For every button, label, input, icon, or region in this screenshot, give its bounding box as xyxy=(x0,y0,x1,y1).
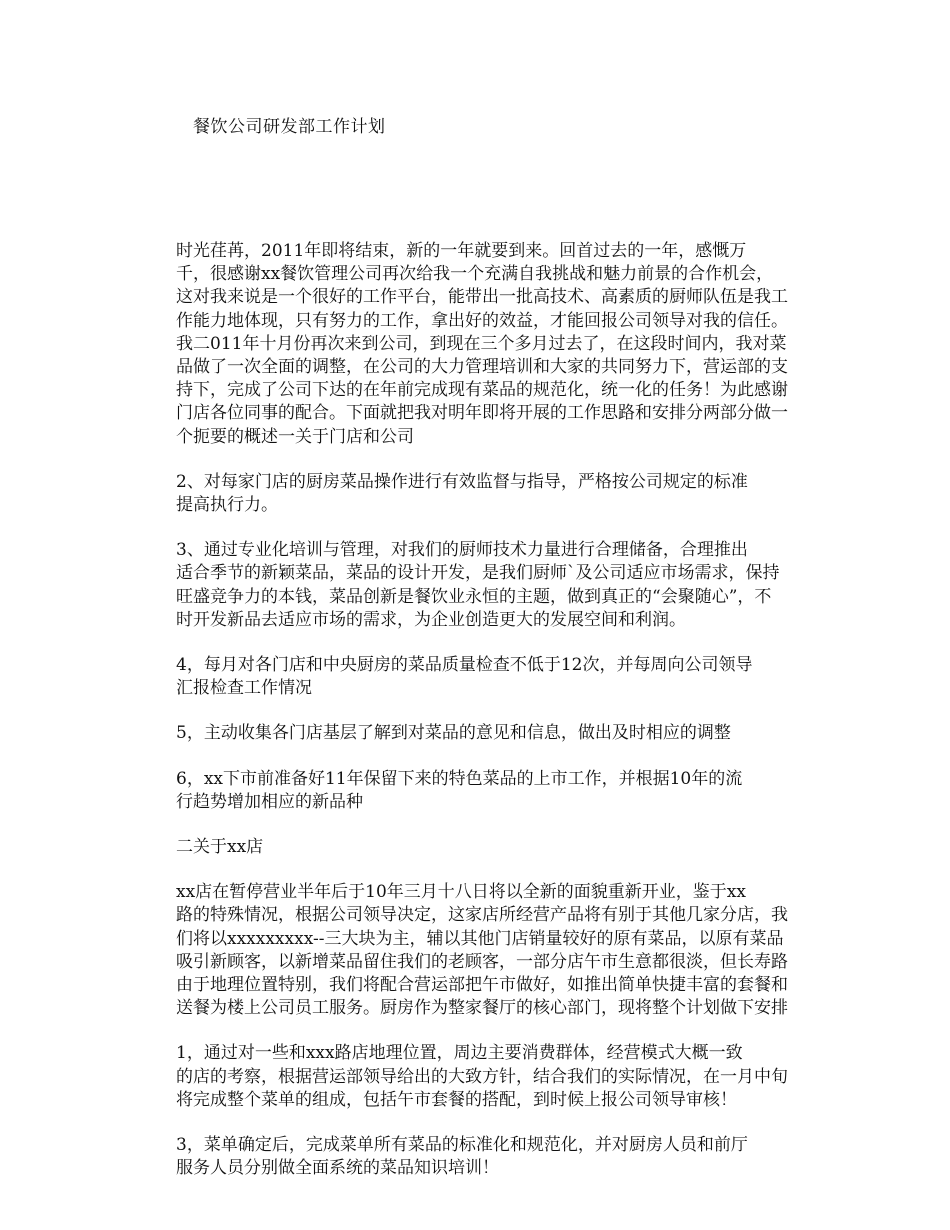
paragraph-line: 旺盛竞争力的本钱，菜品创新是餐饮业永恒的主题，做到真正的“会聚随心”，不 xyxy=(176,586,772,607)
paragraph xyxy=(140,654,812,700)
paragraph-line: 路的特殊情况，根据公司领导决定，这家店所经营产品将有别于其他几家分店，我 xyxy=(176,905,788,926)
paragraph-line: 1，通过对一些和xxx路店地理位置，周边主要消费群体，经营模式大概一致 xyxy=(176,1043,743,1064)
paragraph-line: 吸引新顾客，以新增菜品留住我们的老顾客，一部分店午市生意都很淡，但长寿路 xyxy=(176,951,788,972)
paragraph-line: 门店各位同事的配合。下面就把我对明年即将开展的工作思路和安排分两部分做一 xyxy=(176,403,788,424)
document-body xyxy=(140,240,812,1203)
document-title: 餐饮公司研发部工作计划 xyxy=(193,117,386,137)
paragraph-line: 们将以xxxxxxxxx--三大块为主，辅以其他门店销量较好的原有菜品，以原有菜品 xyxy=(176,928,784,949)
paragraph xyxy=(140,539,812,632)
paragraph xyxy=(140,768,812,814)
paragraph-line: 6，xx下市前准备好11年保留下来的特色菜品的上市工作，并根据10年的流 xyxy=(176,768,743,789)
paragraph-line: 个扼要的概述一关于门店和公司 xyxy=(176,426,414,447)
paragraph xyxy=(140,1134,812,1180)
paragraph-line: 这对我来说是一个很好的工作平台，能带出一批高技术、高素质的厨师队伍是我工 xyxy=(176,287,788,308)
paragraph-line: 适合季节的新颖菜品，菜品的设计开发，是我们厨师`及公司适应市场需求，保持 xyxy=(176,563,780,584)
paragraph xyxy=(140,240,812,449)
paragraph-line: 行趋势增加相应的新品种 xyxy=(176,791,363,812)
paragraph-line: 时光荏苒，2011年即将结束，新的一年就要到来。回首过去的一年，感慨万 xyxy=(176,241,747,261)
paragraph-line: 汇报检查工作情况 xyxy=(176,678,312,699)
paragraph-line: 3、通过专业化培训与管理，对我们的厨师技术力量进行合理储备，合理推出 xyxy=(176,540,748,561)
paragraph xyxy=(140,836,812,859)
paragraph-line: 送餐为楼上公司员工服务。厨房作为整家餐厅的核心部门，现将整个计划做下安排 xyxy=(176,998,788,1019)
paragraph-line: 将完成整个菜单的组成，包括午市套餐的搭配，到时候上报公司领导审核！ xyxy=(176,1089,737,1110)
paragraph-line: 二关于xx店 xyxy=(176,837,264,858)
paragraph xyxy=(140,1042,812,1112)
paragraph-line: xx店在暂停营业半年后于10年三月十八日将以全新的面貌重新开业，鉴于xx xyxy=(176,882,746,903)
paragraph-line: 我二011年十月份再次来到公司，到现在三个多月过去了，在这段时间内，我对菜 xyxy=(176,333,787,354)
paragraph-line: 品做了一次全面的调整，在公司的大力管理培训和大家的共同努力下，营运部的支 xyxy=(176,357,788,378)
paragraph xyxy=(140,881,812,1020)
paragraph xyxy=(140,722,812,745)
paragraph-line: 2、对每家门店的厨房菜品操作进行有效监督与指导，严格按公司规定的标准 xyxy=(176,471,748,492)
paragraph-line: 4，每月对各门店和中央厨房的菜品质量检查不低于12次，并每周向公司领导 xyxy=(176,655,753,676)
paragraph-line: 3，菜单确定后，完成菜单所有菜品的标准化和规范化，并对厨房人员和前厅 xyxy=(176,1135,748,1156)
paragraph-line: 由于地理位置特别，我们将配合营运部把午市做好，如推出简单快捷丰富的套餐和 xyxy=(176,975,788,996)
paragraph-line: 的店的考察，根据营运部领导给出的大致方针，结合我们的实际情况，在一月中旬 xyxy=(176,1066,788,1087)
paragraph-line: 时开发新品去适应市场的需求，为企业创造更大的发展空间和利润。 xyxy=(176,609,686,630)
paragraph-line: 千，很感谢xx餐饮管理公司再次给我一个充满自我挑战和魅力前景的合作机会， xyxy=(176,264,774,285)
paragraph-line: 持下，完成了公司下达的在年前完成现有菜品的规范化，统一化的任务！为此感谢 xyxy=(176,380,788,401)
paragraph xyxy=(140,471,812,517)
paragraph-line: 服务人员分别做全面系统的菜品知识培训！ xyxy=(176,1158,499,1179)
paragraph-line: 5，主动收集各门店基层了解到对菜品的意见和信息，做出及时相应的调整 xyxy=(176,723,731,744)
paragraph-line: 作能力地体现，只有努力的工作，拿出好的效益，才能回报公司领导对我的信任。 xyxy=(176,310,788,331)
paragraph-line: 提高执行力。 xyxy=(176,495,278,516)
